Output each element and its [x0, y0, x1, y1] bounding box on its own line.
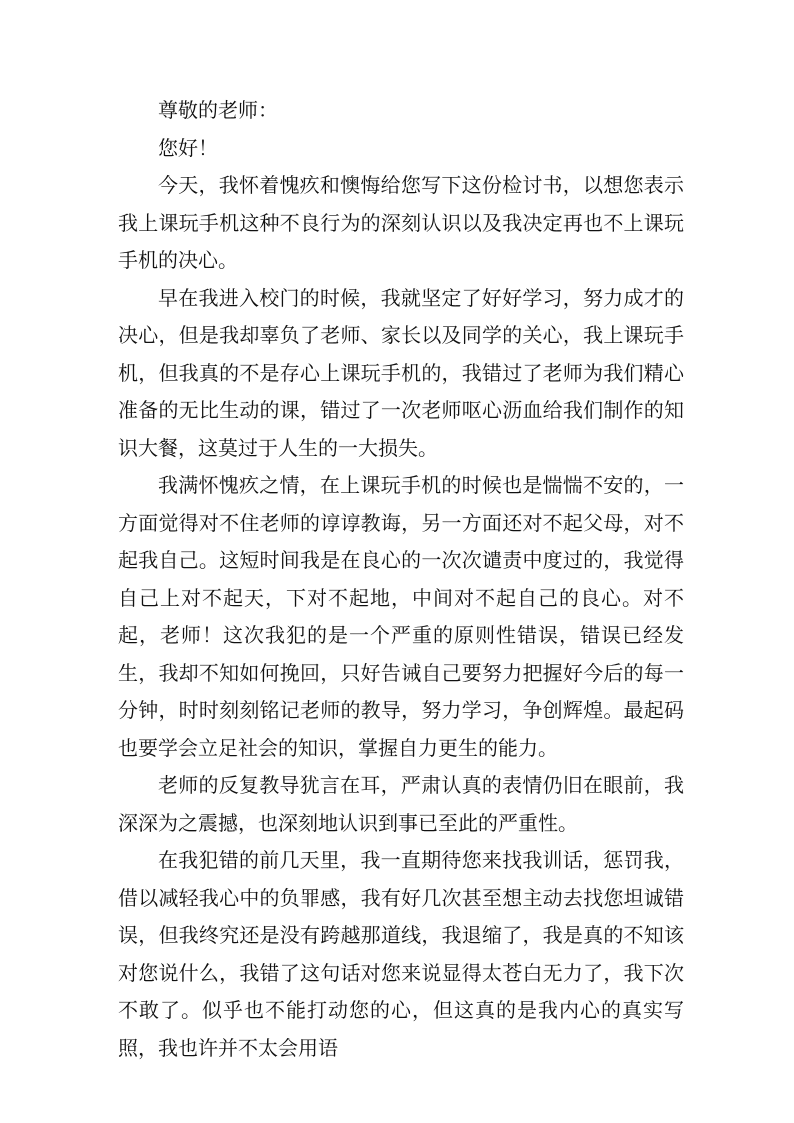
paragraph-1: 今天，我怀着愧疚和懊悔给您写下这份检讨书，以想您表示我上课玩手机这种不良行为的深刻认识以及我决定再也不上课玩手机的决心。	[118, 173, 684, 272]
greeting: 您好！	[158, 135, 218, 160]
paragraph-2: 早在我进入校门的时候，我就坚定了好好学习，努力成才的决心，但是我却辜负了老师、家长以及同学的关心，我上课玩手机，但我真的不是存心上课玩手机的，我错过了老师为我们精心准备的无比生动的课，错过了一次老师呕心沥血给我们制作的知识大餐，这莫过于人生的一大损失。	[118, 285, 684, 460]
salutation: 尊敬的老师：	[158, 98, 278, 122]
document-body	[118, 92, 684, 1067]
paragraph-5: 在我犯错的前几天里，我一直期待您来找我训话，惩罚我，借以减轻我心中的负罪感，我有好几次甚至想主动去找您坦诚错误，但我终究还是没有跨越那道线，我退缩了，我是真的不知该对您说什么，我错了这句话对您来说显得太苍白无力了，我下次不敢了。似乎也不能打动您的心，但这真的是我内心的真实写照，我也许并不太会用语	[118, 848, 684, 1060]
paragraph-3: 我满怀愧疚之情，在上课玩手机的时候也是惴惴不安的，一方面觉得对不住老师的谆谆教诲，另一方面还对不起父母，对不起我自己。这短时间我是在良心的一次次谴责中度过的，我觉得自己上对不起天，下对不起地，中间对不起自己的良心。对不起，老师！这次我犯的是一个严重的原则性错误，错误已经发生，我却不知如何挽回，只好告诫自己要努力把握好今后的每一分钟，时时刻刻铭记老师的教导，努力学习，争创辉煌。最起码也要学会立足社会的知识，掌握自力更生的能力。	[118, 473, 684, 760]
paragraph-4: 老师的反复教导犹言在耳，严肃认真的表情仍旧在眼前，我深深为之震撼，也深刻地认识到事已至此的严重性。	[118, 773, 684, 835]
